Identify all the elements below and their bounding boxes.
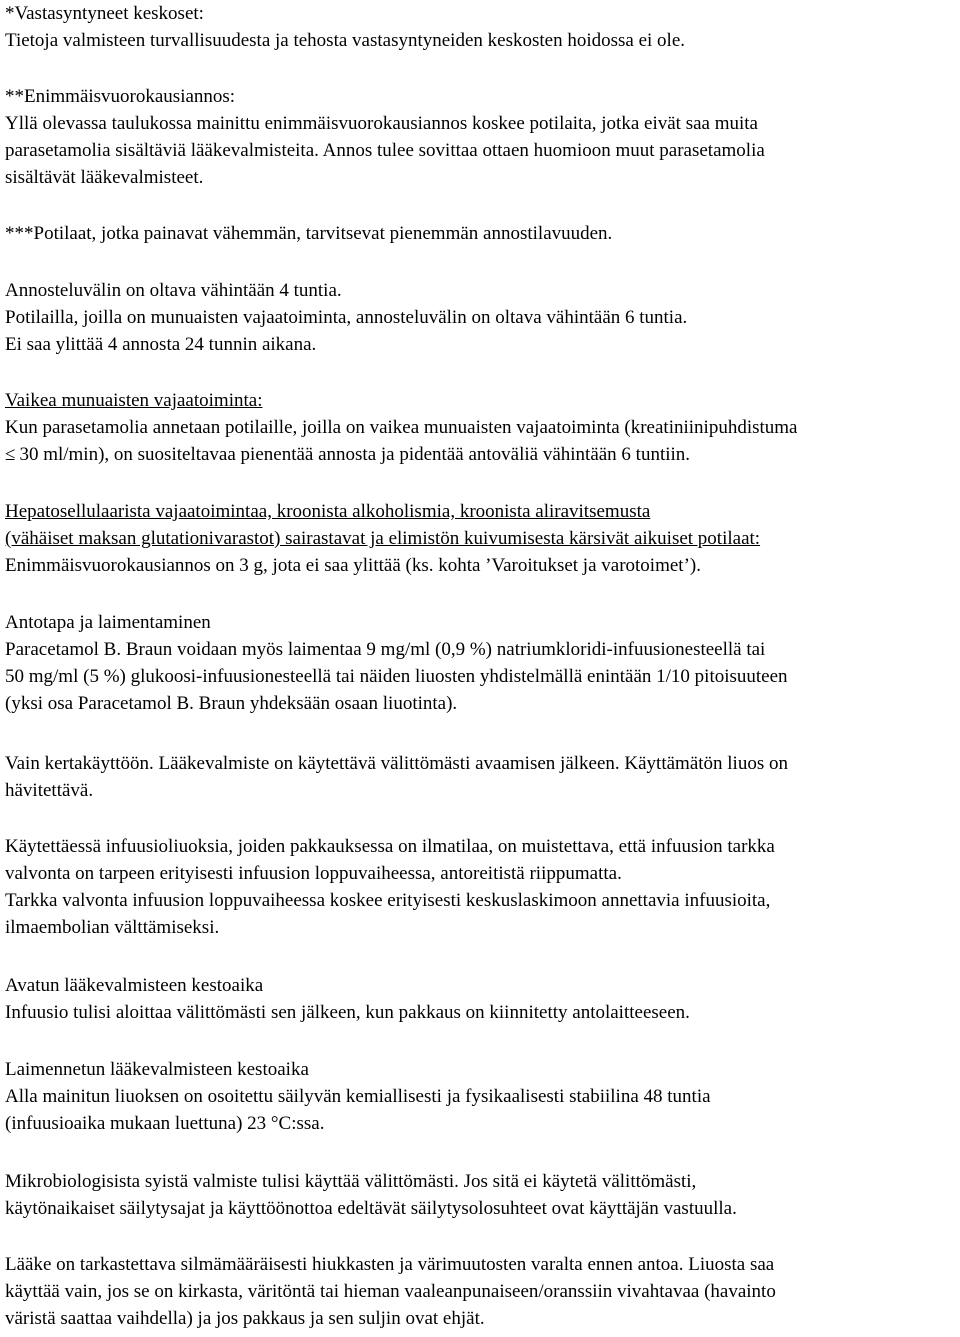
less-or-equal-symbol: ≤ <box>5 444 16 465</box>
interval-line: Ei saa ylittää 4 annosta 24 tunnin aikana. <box>5 334 317 355</box>
max-dose-line: parasetamolia sisältäviä lääkevalmisteita. Annos tulee sovittaa ottaen huomioon muut parasetamolia <box>5 140 765 161</box>
air-line: Käytettäessä infuusioliuoksia, joiden pakkauksessa on ilmatilaa, on muistettava, että infuusion tarkka <box>5 836 775 857</box>
interval-section <box>5 277 687 358</box>
renal-heading: Vaikea munuaisten vajaatoiminta: <box>5 390 263 411</box>
diluted-line: Alla mainitun liuoksen on osoitettu säilyvän kemiallisesti ja fysikaalisesti stabiilina 48 tuntia <box>5 1086 711 1107</box>
hepatic-heading: (vähäiset maksan glutationivarastot) sairastavat ja elimistön kuivumisesta kärsivät aikuiset potilaat: <box>5 528 761 549</box>
hepatic-section <box>5 498 760 579</box>
admin-line: Paracetamol B. Braun voidaan myös laimentaa 9 mg/ml (0,9 %) natriumkloridi-infuusionesteellä tai <box>5 639 766 660</box>
admin-section <box>5 609 788 717</box>
renal-line <box>5 441 797 468</box>
admin-line: 50 mg/ml (5 %) glukoosi-infuusionesteellä tai näiden liuosten yhdistelmällä enintään 1/10 pitoisuuteen <box>5 666 788 687</box>
admin-line: (yksi osa Paracetamol B. Braun yhdeksään osaan liuotinta). <box>5 693 458 714</box>
newborns-heading: *Vastasyntyneet keskoset: <box>5 3 204 24</box>
air-line: Tarkka valvonta infuusion loppuvaiheessa koskee erityisesti keskuslaskimoon annettavia infuusioita, <box>5 890 771 911</box>
max-dose-line: sisältävät lääkevalmisteet. <box>5 167 204 188</box>
hepatic-text: Enimmäisvuorokausiannos on 3 g, jota ei saa ylittää (ks. kohta ’Varoitukset ja varotoimet’). <box>5 555 701 576</box>
renal-line: Kun parasetamolia annetaan potilaille, joilla on vaikea munuaisten vajaatoiminta (kreatiniinipuhdistuma <box>5 417 798 438</box>
interval-line: Potilailla, joilla on munuaisten vajaatoiminta, annosteluvälin on oltava vähintään 6 tuntia. <box>5 307 688 328</box>
inspect-line: Lääke on tarkastettava silmämääräisesti hiukkasten ja värimuutosten varalta ennen antoa. Liuosta saa <box>5 1254 775 1275</box>
opened-heading: Avatun lääkevalmisteen kestoaika <box>5 975 264 996</box>
inspect-section <box>5 1251 776 1332</box>
air-section <box>5 833 775 941</box>
admin-heading: Antotapa ja laimentaminen <box>5 612 211 633</box>
inspect-line: väristä saattaa vaihdella) ja jos pakkaus ja sen suljin ovat ehjät. <box>5 1308 485 1329</box>
air-line: ilmaembolian välttämiseksi. <box>5 917 220 938</box>
air-line: valvonta on tarpeen erityisesti infuusion loppuvaiheessa, antoreitistä riippumatta. <box>5 863 622 884</box>
single-use-line: Vain kertakäyttöön. Lääkevalmiste on käytettävä välittömästi avaamisen jälkeen. Käyttämätön liuos on <box>5 753 788 774</box>
diluted-line: (infuusioaika mukaan luettuna) 23 °C:ssa. <box>5 1113 325 1134</box>
renal-section <box>5 387 797 468</box>
renal-line-text: 30 ml/min), on suositeltavaa pienentää annosta ja pidentää antoväliä vähintään 6 tuntiin. <box>19 444 691 465</box>
low-weight-section <box>5 220 612 247</box>
interval-line: Annosteluvälin on oltava vähintään 4 tuntia. <box>5 280 342 301</box>
max-dose-section <box>5 83 765 191</box>
diluted-section <box>5 1056 711 1137</box>
micro-section <box>5 1168 737 1222</box>
diluted-heading: Laimennetun lääkevalmisteen kestoaika <box>5 1059 309 1080</box>
micro-line: käytönaikaiset säilytysajat ja käyttöönottoa edeltävät säilytysolosuhteet ovat käyttäjän vastuulla. <box>5 1198 737 1219</box>
opened-text: Infuusio tulisi aloittaa välittömästi sen jälkeen, kun pakkaus on kiinnitetty antolaitteeseen. <box>5 1002 690 1023</box>
micro-line: Mikrobiologisista syistä valmiste tulisi käyttää välittömästi. Jos sitä ei käytetä välittömästi, <box>5 1171 697 1192</box>
newborns-section <box>5 0 685 54</box>
inspect-line: käyttää vain, jos se on kirkasta, väritöntä tai hieman vaaleanpunaiseen/oranssiin vivahtavaa (havainto <box>5 1281 776 1302</box>
single-use-line: hävitettävä. <box>5 780 94 801</box>
single-use-section <box>5 750 788 804</box>
max-dose-heading: **Enimmäisvuorokausiannos: <box>5 86 236 107</box>
low-weight-text: ***Potilaat, jotka painavat vähemmän, tarvitsevat pienemmän annostilavuuden. <box>5 223 613 244</box>
max-dose-line: Yllä olevassa taulukossa mainittu enimmäisvuorokausiannos koskee potilaita, jotka eivät saa muita <box>5 113 758 134</box>
newborns-text: Tietoja valmisteen turvallisuudesta ja tehosta vastasyntyneiden keskosten hoidossa ei ole. <box>5 30 686 51</box>
hepatic-heading: Hepatosellulaarista vajaatoimintaa, kroonista alkoholismia, kroonista aliravitsemusta <box>5 501 651 522</box>
opened-section <box>5 972 690 1026</box>
